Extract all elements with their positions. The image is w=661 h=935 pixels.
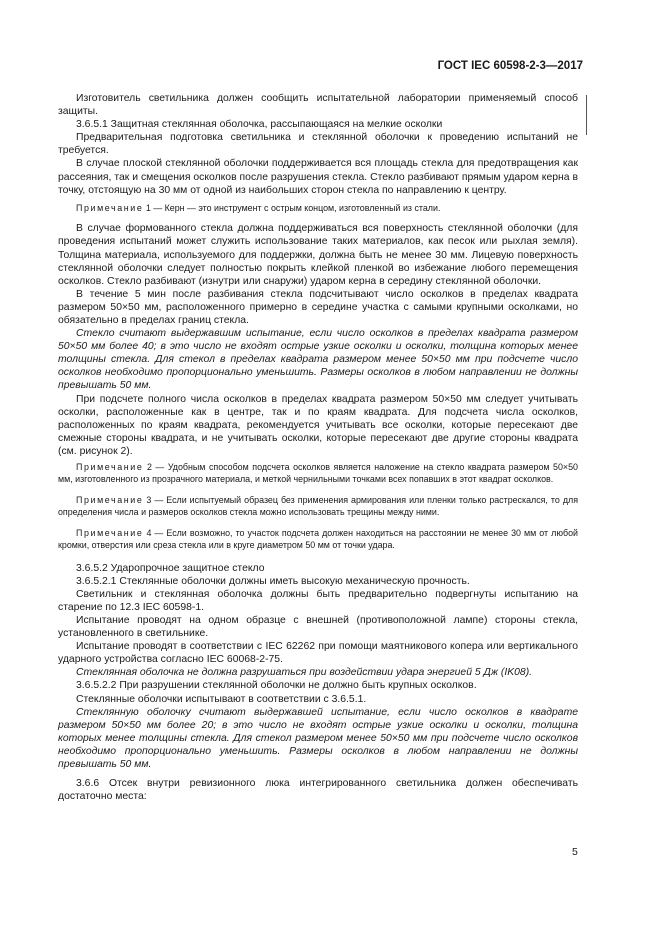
- body-paragraph: Светильник и стеклянная оболочка должны быть предварительно подвергнуты испытанию на старение по 12.3 IEC 60598-1.: [58, 588, 578, 613]
- note-text: 4 — Если возможно, то участок подсчета должен находиться на расстоянии не менее 30 мм от любой кромки, отверстия или среза стекла или в круге диаметром 50 мм от точки удара.: [58, 528, 578, 550]
- body-paragraph: При подсчете полного числа осколков в пределах квадрата размером 50×50 мм следует учитывать осколки, расположенные как в центре, так и по краям квадрата. Для подсчета числа осколков, расположенных по краям квадрата, рекомендуется учитывать все осколки, которые пересекают две смежные стороны квадрата, и не учитывать осколки, которые пересекают две другие стороны квадрата (см. рисунок 2).: [58, 393, 578, 457]
- note-3: [58, 495, 578, 518]
- document-body: [58, 92, 578, 803]
- body-paragraph: В случае плоской стеклянной оболочки поддерживается вся площадь стекла для предотвращения как рассеяния, так и смещения осколков после разрушения стекла. Стекло разбивают прямым ударом керна в точку, отстоящую на 30 мм от одной из наибольших сторон стекла по направлению к центру.: [58, 158, 578, 196]
- page-number: 5: [572, 846, 578, 858]
- note-text: 1 — Керн — это инструмент с острым концом, изготовленный из стали.: [145, 202, 441, 213]
- body-paragraph: Предварительная подготовка светильника и стеклянной оболочки к проведению испытаний не требуется.: [58, 132, 578, 157]
- document-header: ГОСТ IEC 60598-2-3—2017: [437, 60, 583, 72]
- note-text: 2 — Удобным способом подсчета осколков является наложение на стекло квадрата размером 50×50 мм, изготовленного из прозрачного материала, и меткой чернильными точками всех попавших в этот квадрат осколков.: [58, 462, 578, 484]
- requirement-italic: Стеклянную оболочку считают выдержавшей испытание, если число осколков в квадрате размером 50×50 мм более 20; в это число не входят острые узкие осколки и осколки, толщина которых менее толщины стекла. Для стекол размером менее 50×50 мм при подсчете число осколков необходимо пропорционально уменьшить. Размеры осколков в любом направлении не должны превышать 50 мм.: [58, 706, 578, 770]
- body-paragraph: В случае формованного стекла должна поддерживаться вся поверхность стеклянной оболочки (для проведения испытаний может служить использование таких материалов, как песок или рыхлая земля). Толщина материала, используемого для поддержки, должна быть не менее 30 мм. Лицевую поверхность стеклянной оболочки следует полностью покрыть клейкой пленкой во избежание любого перемещения осколков. Стекло разбивают (изнутри или снаружи) ударом керна в середину стеклянной оболочки.: [58, 223, 578, 287]
- clause-heading: 3.6.5.1 Защитная стеклянная оболочка, рассыпающаяся на мелкие осколки: [76, 119, 443, 131]
- body-paragraph: В течение 5 мин после разбивания стекла подсчитывают число осколков в пределах квадрата размером 50×50 мм, расположенного примерно в середине участка с самыми крупными осколками, но обязательно в пределах границ стекла.: [58, 288, 578, 326]
- body-paragraph: 3.6.5.2.2 При разрушении стеклянной оболочки не должно быть крупных осколков.: [76, 680, 477, 692]
- note-prefix: Примечание: [76, 462, 144, 473]
- body-paragraph: Стеклянные оболочки испытывают в соответствии с 3.6.5.1.: [76, 693, 367, 705]
- note-prefix: Примечание: [76, 495, 144, 506]
- body-paragraph: Испытание проводят в соответствии с IEC 62262 при помощи маятникового копера или вертикального ударного устройства согласно IEC 60068-2-75.: [58, 641, 578, 666]
- clause-heading: 3.6.5.2 Ударопрочное защитное стекло: [76, 562, 265, 574]
- note-4: [58, 528, 578, 551]
- body-paragraph: Испытание проводят на одном образце с внешней (противоположной лампе) стороны стекла, установленного в светильнике.: [58, 614, 578, 640]
- change-bar: [586, 95, 587, 135]
- body-paragraph: 3.6.6 Отсек внутри ревизионного люка интегрированного светильника должен обеспечивать достаточно места:: [58, 778, 578, 803]
- body-paragraph: Изготовитель светильника должен сообщить испытательной лаборатории применяемый способ защиты.: [58, 93, 578, 118]
- note-text: 3 — Если испытуемый образец без применения армирования или пленки только растрескался, то для определения числа и размеров осколков стекла можно использовать трещины между ними.: [58, 495, 579, 517]
- note-2: [58, 462, 578, 485]
- requirement-italic: Стеклянная оболочка не должна разрушаться при воздействии удара энергией 5 Дж (IK08).: [76, 667, 533, 679]
- note-prefix: Примечание: [76, 202, 144, 213]
- note-1: [58, 203, 578, 215]
- note-prefix: Примечание: [76, 528, 144, 539]
- requirement-italic: Стекло считают выдержавшим испытание, если число осколков в пределах квадрата размером 50×50 мм более 40; в это число не входят острые узкие осколки и осколки, толщина которых менее толщины стекла. Для стекол в пределах квадрата размером менее 50×50 мм при подсчете число осколков необходимо пропорционально уменьшить. Размеры осколков в любом направлении не должны превышать 50 мм.: [58, 328, 578, 392]
- body-paragraph: 3.6.5.2.1 Стеклянные оболочки должны иметь высокую механическую прочность.: [76, 575, 470, 587]
